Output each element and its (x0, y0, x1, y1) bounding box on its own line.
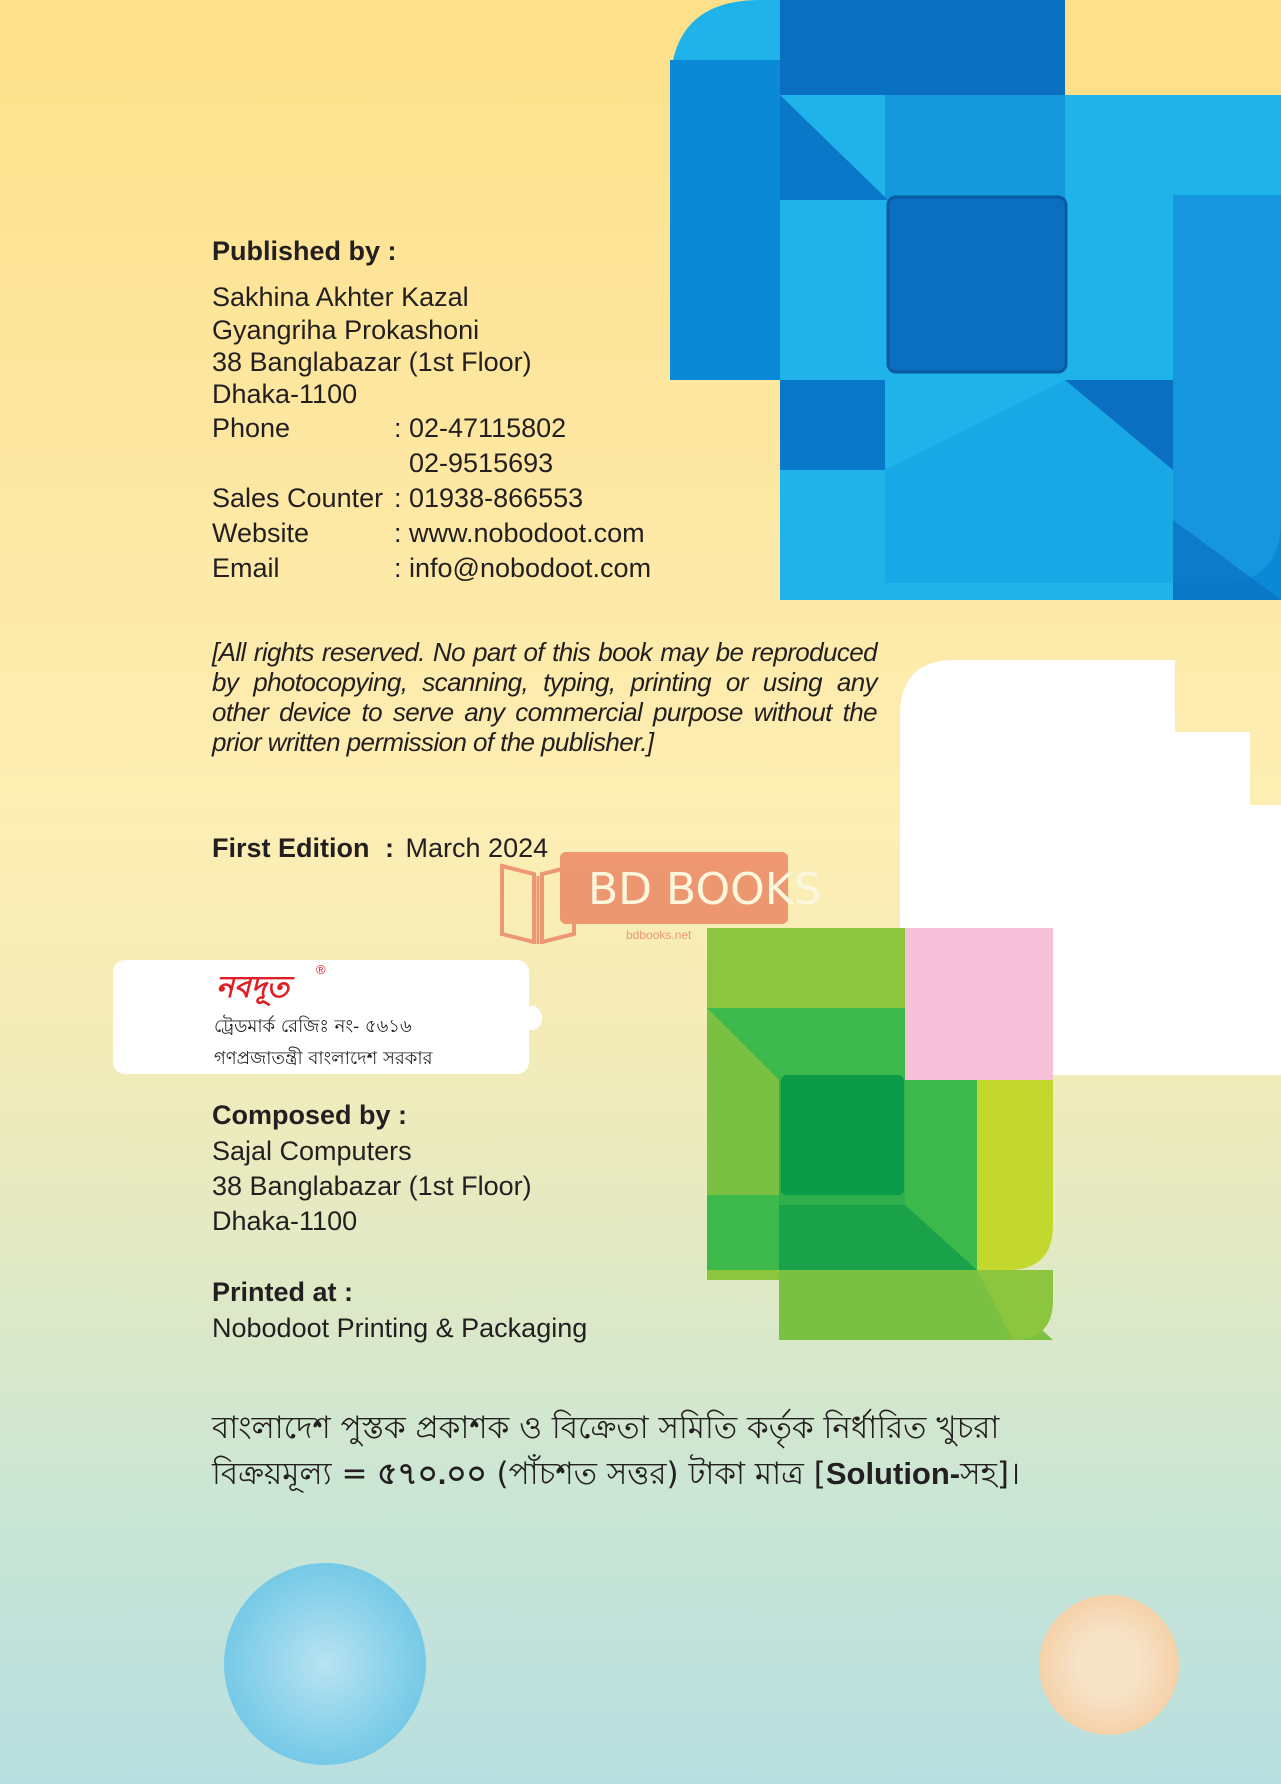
edition-label: First Edition (212, 833, 370, 863)
bdbooks-watermark (498, 850, 822, 950)
sales-separator: : (394, 483, 402, 513)
green-square-graphic (700, 920, 1060, 1340)
blue-circle-decoration (224, 1563, 426, 1765)
price-amount: ৫৭০.০০ (377, 1456, 487, 1491)
nobodoot-logo: নবদূত (216, 970, 289, 1005)
composer-address-line2: Dhaka-1100 (212, 1206, 358, 1236)
price-line1: বাংলাদেশ পুস্তক প্রকাশক ও বিক্রেতা সমিতি কর্তৃক নির্ধারিত খুচরা (212, 1410, 1000, 1446)
price-solution: Solution- (825, 1456, 961, 1491)
website-separator: : (394, 518, 402, 548)
price-bracket-open: [ (813, 1456, 826, 1492)
watermark-subtext: bdbooks.net (626, 928, 692, 942)
registered-mark: ® (316, 962, 326, 977)
publisher-address-line1: 38 Banglabazar (1st Floor) (212, 347, 532, 377)
price-prefix: বিক্রয়মূল্য = (212, 1456, 378, 1492)
published-heading: Published by : (212, 236, 397, 266)
edition-value: March 2024 (405, 833, 549, 863)
email-separator: : (394, 553, 402, 583)
watermark-text: BD BOOKS (588, 864, 822, 915)
phone-value-1: 02-47115802 (409, 413, 567, 443)
email-label: Email (212, 553, 280, 583)
sales-label: Sales Counter (212, 483, 384, 513)
trademark-reg-number: ট্রেডমার্ক রেজিঃ নং- ৫৬১৬ (214, 1016, 412, 1037)
rights-notice: [All rights reserved. No part of this book may be reproduced by photocopying, scanning, typing, printing or using any other device to serve any commercial purpose without the prior written permission of the publisher.] (212, 637, 877, 757)
composer-name: Sajal Computers (212, 1136, 412, 1166)
printer-name: Nobodoot Printing & Packaging (212, 1313, 588, 1343)
edition-separator: : (385, 833, 395, 863)
website-link[interactable]: www.nobodoot.com (409, 518, 645, 548)
price-suffix: সহ]। (960, 1456, 1021, 1492)
price-notice (212, 1405, 1020, 1497)
price-middle: (পাঁচশত সত্তর) টাকা মাত্র (486, 1456, 814, 1492)
website-label: Website (212, 518, 310, 548)
composed-heading: Composed by : (212, 1100, 408, 1130)
sales-value: 01938-866553 (409, 483, 584, 513)
trademark-government: গণপ্রজাতন্ত্রী বাংলাদেশ সরকার (214, 1048, 433, 1069)
blue-square-graphic (0, 0, 1281, 600)
printed-heading: Printed at : (212, 1277, 354, 1307)
composer-address-line1: 38 Banglabazar (1st Floor) (212, 1171, 532, 1201)
peach-circle-decoration (1039, 1595, 1179, 1735)
phone-label: Phone (212, 413, 291, 443)
phone-separator: : (394, 413, 402, 443)
phone-value-2: 02-9515693 (409, 448, 554, 478)
price-line2 (212, 1451, 1020, 1497)
publisher-address-line2: Dhaka-1100 (212, 379, 358, 409)
publisher-name: Sakhina Akhter Kazal (212, 282, 469, 312)
trademark-card-tab (522, 1006, 542, 1030)
email-link[interactable]: info@nobodoot.com (409, 553, 652, 583)
publisher-company: Gyangriha Prokashoni (212, 315, 480, 345)
